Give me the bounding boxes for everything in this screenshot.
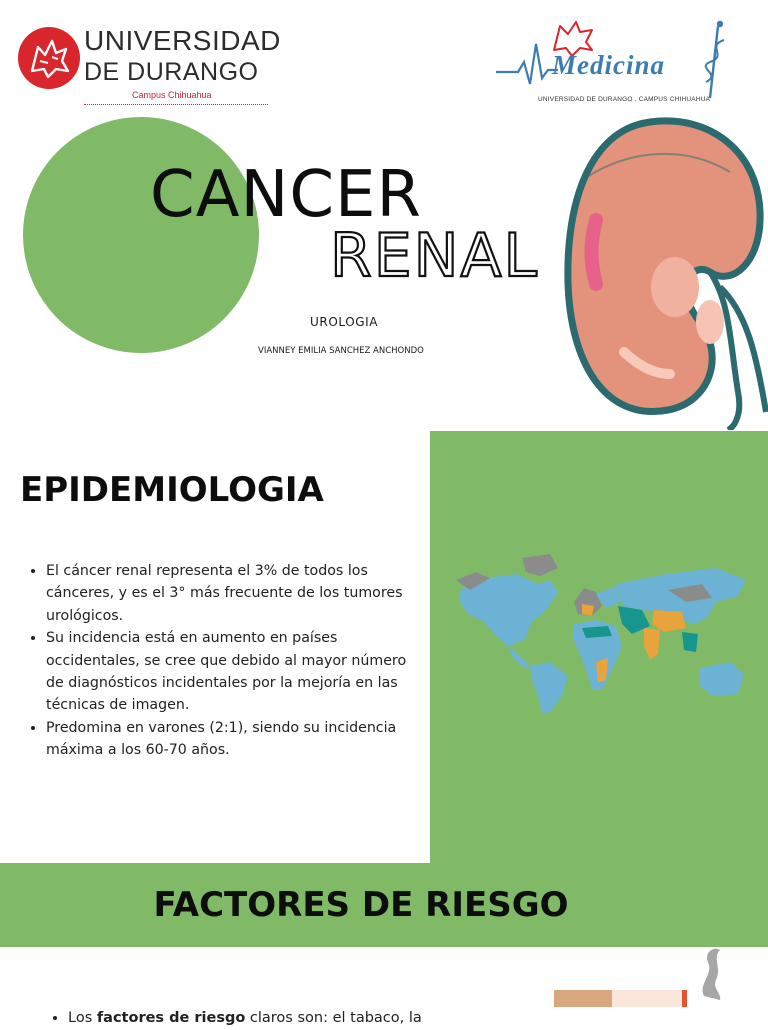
list-item: • El cáncer renal representa el 3% de todos los cánceres, y es el 3° más frecuente de los tumores urológicos.: [46, 560, 408, 627]
university-seal-icon: [18, 27, 80, 89]
risk-intro-suffix: claros son: el tabaco, la: [245, 1010, 422, 1026]
epidemiology-heading: EPIDEMIOLOGIA: [20, 470, 324, 510]
subject-label: UROLOGIA: [310, 315, 379, 329]
university-logo: [18, 20, 281, 110]
kidney-illustration: [560, 112, 768, 430]
medicine-wordmark: Medicina: [552, 50, 665, 80]
risk-factors-heading: FACTORES DE RIESGO: [153, 885, 569, 925]
risk-factors-list: [50, 1006, 508, 1030]
cigarette-icon: [552, 944, 742, 1014]
title-circle: [23, 117, 259, 353]
risk-intro-prefix: Los: [68, 1010, 97, 1026]
caduceus-icon: [706, 21, 724, 98]
list-item: [68, 1006, 508, 1030]
author-name: VIANNEY EMILIA SANCHEZ ANCHONDO: [258, 346, 424, 356]
university-name-line2: DE DURANGO: [84, 58, 259, 86]
title-line2: RENAL: [330, 221, 539, 291]
logo-divider: [84, 104, 268, 105]
world-map: [446, 550, 752, 715]
medicine-subtitle: UNIVERSIDAD DE DURANGO . CAMPUS CHIHUAHUA: [538, 96, 711, 103]
university-name-line1: UNIVERSIDAD: [84, 25, 281, 56]
epidemiology-list: [28, 560, 408, 762]
list-item: • Su incidencia está en aumento en países occidentales, se cree que debido al mayor número de diagnósticos incidentales por la mejoría en las técnicas de imagen.: [46, 627, 408, 717]
title-line1: CANCER: [150, 158, 422, 232]
campus-label: Campus Chihuahua: [132, 90, 212, 100]
risk-intro-bold: factores de riesgo: [96, 1010, 246, 1026]
medicine-logo: [496, 14, 740, 106]
list-item: • Predomina en varones (2:1), siendo su incidencia máxima a los 60-70 años.: [46, 717, 408, 762]
